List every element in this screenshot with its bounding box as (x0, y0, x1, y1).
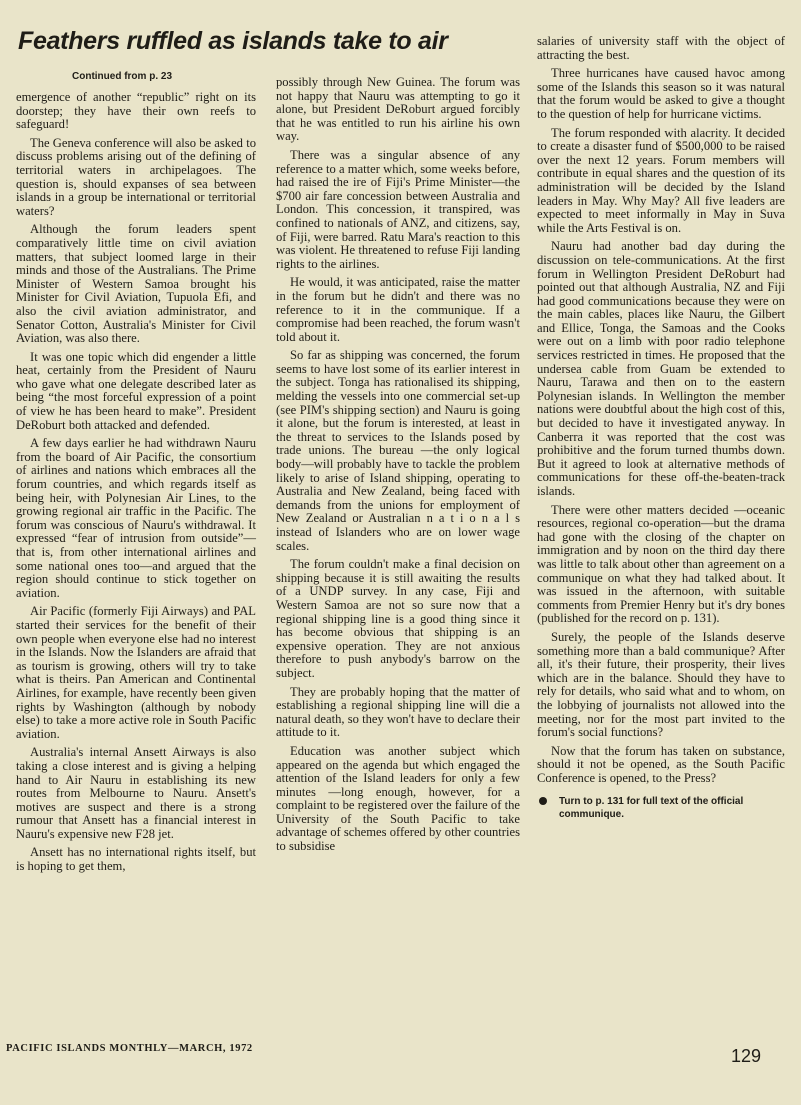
paragraph: emergence of another “republic” right on its doorstep; they have their own reefs to safeguard! (16, 90, 256, 132)
paragraph: There was a singular absence of any reference to a matter which, some weeks before, had raised the ire of Fiji's Prime Minister—the $700 air fare concession between Australia and London. This concession, it transpired, was confined to nationals of ANZ, and citizens, say, of Fiji, were barred. Ratu Mara's reaction to this was violent. He threatened to refuse Fiji landing rights to the airlines. (276, 147, 520, 271)
paragraph: possibly through New Guinea. The forum was not happy that Nauru was attempting to go it alone, but President DeRoburt argued forcibly that he was entitled to run his airline his own way. (276, 75, 520, 144)
continued-from-note: Continued from p. 23 (72, 71, 172, 82)
article-headline: Feathers ruffled as islands take to air (18, 27, 448, 55)
paragraph: Three hurricanes have caused havoc among some of the Islands this season so it was natural that the forum would be asked to give a thought to the question of help for hurricane victims. (537, 66, 785, 121)
column-3 (537, 35, 785, 821)
turn-to-page-note (537, 795, 785, 821)
paragraph: Education was another subject which appeared on the agenda but which engaged the attention of the Island leaders for only a few minutes —long enough, however, for a complaint to be registered over the failure of the University of the South Pacific to take advantage of schemes offered by other countries to subsidise (276, 743, 520, 854)
paragraph: Ansett has no international rights itself, but is hoping to get them, (16, 845, 256, 874)
paragraph: A few days earlier he had withdrawn Nauru from the board of Air Pacific, the consortium of airlines and nations which embraces all the forum countries, and which regards itself as being heir, with Polynesian Air Lines, to the growing regional air traffic in the Pacific. The forum was conscious of Nauru's withdrawal. It expressed “fear of intrusion from outside”—that is, from other international airlines and some national ones too—and argued that the region should continue to stick together on aviation. (16, 436, 256, 600)
paragraph: Although the forum leaders spent comparatively little time on civil aviation matters, that subject loomed large in their minds and those of the Australians. The Prime Minister of Western Samoa brought his Minister for Civil Aviation, Tupuola Efi, and also the civil aviation administrator, and Senator Cotton, Australia's Minister for Civil Aviation, was also there. (16, 222, 256, 346)
paragraph: The forum couldn't make a final decision on shipping because it is still awaiting the results of a UNDP survey. In any case, Fiji and Western Samoa are not so sure now that a regional shipping line is a good thing since it has become obvious that shipping is an expensive operation. They are not anxious therefore to push anybody's barrow on the subject. (276, 557, 520, 680)
paragraph: Surely, the people of the Islands deserve something more than a bald communique? After all, it's their future, their prosperity, their lives which are in the balance. Should they have to rely for details, who said what and to whom, on the lobbying of journalists not allowed into the meeting, nor for the most part invited to the forum's social functions? (537, 629, 785, 740)
column-2 (276, 76, 520, 859)
paragraph: Air Pacific (formerly Fiji Airways) and PAL started their services for the benefit of their own people when everyone else had no interest in the Islands. Now the Islanders are afraid that as tourism is growing, others will try to take what is theirs. Pan American and Continental Airlines, for example, have recently been given rights by Washington (although by nobody else) to take a more active role in South Pacific aviation. (16, 604, 256, 741)
paragraph: They are probably hoping that the matter of establishing a regional shipping line will die a natural death, so they won't have to declare their attitude to it. (276, 684, 520, 740)
paragraph: salaries of university staff with the object of attracting the best. (537, 34, 785, 62)
publication-footer: PACIFIC ISLANDS MONTHLY—MARCH, 1972 (6, 1043, 253, 1054)
paragraph: Nauru had another bad day during the discussion on tele-communications. At the first forum in Wellington President DeRoburt had pointed out that although Australia, NZ and Fiji had good communications because they were on the main cables, places like Nauru, the Gilbert and Ellice, Tonga, the Samoas and the Cooks were out on a limb with poor radio telephone services restricted in times. He proposed that the undersea cable from Guam be extended to Nauru, Tarawa and then on to the eastern Polynesian islands. In Wellington the member nations were doubtful about the high cost of this, but decided to have it investigated anyway. In Canberra it was reported that the cost was prohibitive and the forum turned thumbs down. But it agreed to look at alternative methods of communications for these off-the-beaten-track islands. (537, 239, 785, 498)
bullet-icon (539, 797, 547, 805)
page-number: 129 (731, 1046, 762, 1066)
paragraph: Australia's internal Ansett Airways is also taking a close interest and is giving a helping hand to Air Nauru in establishing its new routes from Melbourne to Nauru. Ansett's motives are suspect and there is a strong rumour that Ansett has a financial interest in Nauru's expensive new F28 jet. (16, 745, 256, 841)
paragraph: It was one topic which did engender a little heat, certainly from the President of Nauru who gave what one delegate described later as being “the most forceful expression of a point of view he has been heard to make”. President DeRoburt both attacked and defended. (16, 349, 256, 432)
paragraph: He would, it was anticipated, raise the matter in the forum but he didn't and there was no reference to it in the communique. If a compromise had been reached, the forum wasn't told about it. (276, 275, 520, 344)
turn-to-page-text: Turn to p. 131 for full text of the official communique. (559, 796, 744, 821)
column-1 (16, 91, 256, 879)
paragraph: The forum responded with alacrity. It decided to create a disaster fund of $500,000 to be raised over the next 12 years. Forum members will contribute in equal shares and the question of its administration will be decided by the Island leaders in May. Why May? All five leaders are expected to meet informally in May in Suva while the Arts Festival is on. (537, 125, 785, 235)
paragraph: There were other matters decided —oceanic resources, regional co-operation—but the drama had gone with the closing of the chapter on immigration and by noon on the third day there was little to talk about other than agreement on a communique on what they had talked about. It was issued in the afternoon, with suitable comments from Premier Henry but it's dry bones (published for the record on p. 131). (537, 502, 785, 626)
paragraph: Now that the forum has taken on substance, should it not be opened, as the South Pacific Conference is opened, to the Press? (537, 743, 785, 785)
paragraph: So far as shipping was concerned, the forum seems to have lost some of its earlier interest in the subject. Tonga has rationalised its shipping, melding the vessels into one commercial set-up (see PIM's shipping section) and Nauru is going it alone, but the forum is interested, at least in the threat to services to the Islands posed by trade unions. The bureau —the only logical body—will probably have to tackle the problem likely to arise of Island shipping, operating to Australia and New Zealand, being faced with demands from the unions for employment of New Zealand or Australian n a t i o n a l s instead of Islanders who are on lower wage scales. (276, 348, 520, 553)
paragraph: The Geneva conference will also be asked to discuss problems arising out of the defining of territorial waters in archipelagoes. The question is, should expanses of sea between islands in a group be international or territorial waters? (16, 135, 256, 218)
